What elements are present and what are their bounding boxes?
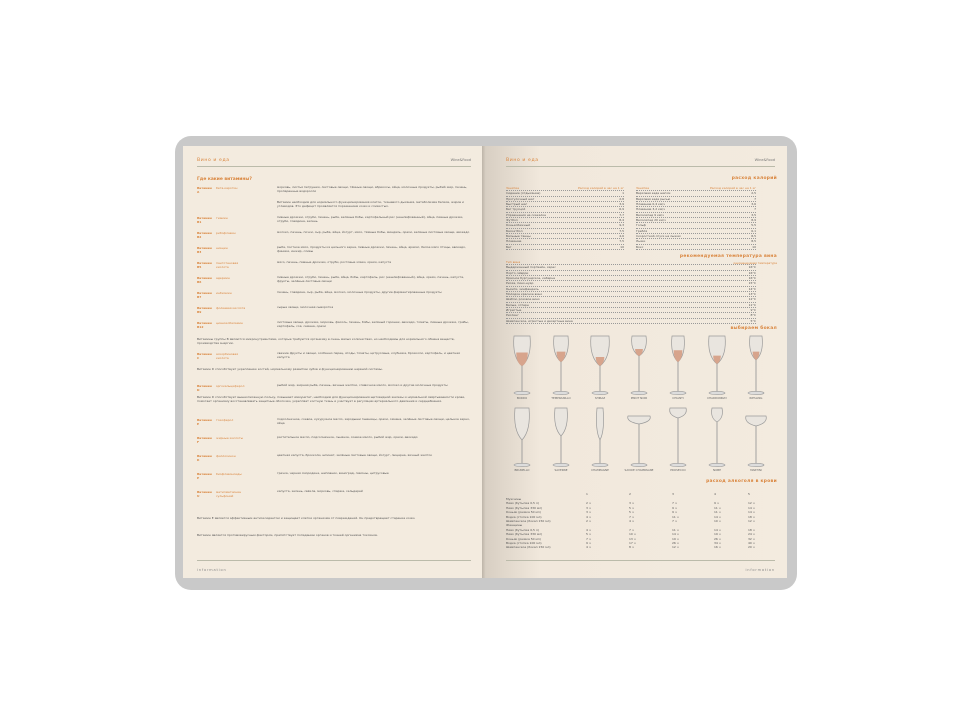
glass-bowl: [712, 408, 723, 422]
table-cell: Порто, Шерри: [506, 270, 529, 275]
wine-glass-nobe: [699, 404, 735, 470]
alcohol-value: 4 ч: [586, 514, 591, 519]
table-cell: Кьянти, зинфандель: [506, 286, 539, 291]
alcohol-drink: Шампанское (бокал 150 мл): [506, 545, 551, 550]
table-row: [636, 245, 756, 250]
glass-base: [670, 463, 686, 466]
table-cell: 9,3: [619, 223, 624, 228]
alcohol-value: 7 ч: [672, 519, 677, 523]
table-cell: 3,5: [751, 212, 756, 217]
alcohol-value: 18 ч: [748, 527, 755, 532]
wine-glass-bordo: [504, 332, 540, 398]
table-cell: Велосипед 9 км/ч: [636, 212, 664, 217]
alcohol-value: 4 ч: [586, 527, 591, 532]
vitamin-text: пивные дрожжи, отруби, печень, рыба, зелёные бобы, картофельный рис (нешлифованный), яйца, пивные дрожжи, отруби, говядина, зелень: [277, 215, 464, 223]
table-row: [506, 245, 624, 250]
table-cell: Гребля: [636, 228, 648, 233]
glass-label: RIESLING: [749, 396, 763, 400]
table-cell: 4,6: [619, 234, 624, 239]
right-header-rule: [506, 166, 775, 167]
vitamin-name: Витамин B5: [197, 261, 212, 269]
wine-fill: [713, 356, 721, 364]
glass-label: TEMPRANILLO: [551, 396, 571, 400]
alcohol-col-header: 2: [629, 492, 631, 496]
wine-fill: [674, 350, 683, 362]
table-cell: Бальные танцы: [506, 234, 531, 239]
vitamin-source: метилметионин сульфоний: [216, 490, 242, 498]
glass-bowl: [670, 408, 687, 418]
alcohol-value: 2 ч: [586, 501, 591, 506]
vitamin-text: молоко, печень, почки, сыр, рыба, яйца, йогурт, мясо, тёмные бобы, миндаль, орехи, зелёные листовые овощи, авокадо: [277, 230, 470, 234]
alcohol-value: 9 ч: [586, 541, 591, 545]
right-header-right: Wine&Food: [754, 158, 775, 162]
vitamin-name: Витамин Е: [197, 418, 212, 426]
wine-glass-champagne: [582, 404, 618, 470]
vitamin-source: рибофлавин: [216, 231, 236, 235]
vitamin-text: рыбий жир, жирная рыба, печень, яичные желтки, сливочное масло, молоко и другие молочные продукты: [277, 383, 448, 387]
table-cell: 7: [754, 207, 756, 212]
alcohol-value: 14 ч: [748, 510, 755, 515]
right-header-title: Вино и еда: [506, 158, 539, 163]
alcohol-value: 5 ч: [629, 510, 634, 515]
temperature-title: рекомендуемая температура вина: [679, 254, 777, 259]
vitamin-source: филлохинон: [216, 454, 236, 458]
alcohol-value: 11 ч: [714, 505, 721, 510]
alcohol-value: 10 ч: [714, 519, 721, 523]
alcohol-value: 7 ч: [672, 501, 677, 506]
table-cell: 10: [752, 244, 756, 249]
table-cell: Игристые: [506, 308, 522, 313]
vitamin-source: адермин: [216, 276, 230, 280]
vitamin-name: Витамин А: [197, 186, 212, 194]
table-cell: 8,9: [751, 218, 756, 223]
alcohol-value: 11 ч: [714, 510, 721, 515]
vitamin-text: Витамин необходим для нормального функционирования клеток, тканевого дыхания, метаболизма белков, жиров и углеводов. Это дефицит проявляется поражением кожи и слизистых.: [277, 200, 464, 208]
table-cell: Плавание: [506, 239, 522, 244]
table-cell: 7: [754, 196, 756, 201]
temperature-table: [506, 260, 756, 324]
table-cell: Баскетбол: [506, 228, 523, 233]
table-cell: 13°С: [748, 292, 756, 297]
alcohol-value: 3 ч: [586, 510, 591, 515]
table-cell: Риоха, пино-нуар: [506, 281, 534, 286]
table-cell: 15°С: [748, 281, 756, 286]
vitamin-name: Витамин F: [197, 436, 212, 444]
table-cell: Лыжи: [636, 239, 646, 244]
alcohol-drink: Пиво (бутылка 330 мл): [506, 532, 543, 537]
alcohol-value: 7 ч: [629, 514, 634, 519]
glass-base: [592, 463, 608, 466]
table-cell: 3,6: [751, 202, 756, 207]
right-footer: information: [745, 568, 775, 572]
table-cell: Упражнения на скакалке: [506, 212, 546, 217]
glass-label: SHIRAZ: [594, 396, 606, 400]
glass-bowl: [596, 408, 603, 440]
calories-table-left: [506, 186, 624, 250]
vitamin-name: Витамин D: [197, 384, 212, 392]
alcohol-drink: Коньяк (рюмка 50 мл): [506, 510, 541, 515]
table-cell: Плавание 0,4 км/ч: [636, 202, 665, 207]
alcohol-value: 10 ч: [629, 532, 636, 537]
vitamin-text: морковь, листья петрушки, листовые овощи, тёмные овощи, абрикосы, яйца, молочные продукты, рыбий жир, печень, пропаренные водоросли: [277, 185, 468, 193]
table-cell: 16°С: [748, 270, 756, 275]
table-header-cell: Расход калорий в час на 1 кг: [577, 186, 624, 190]
vitamin-text: рыба, постное мясо, продукты из цельного зерна, пивные дрожжи, печень, яйца, арахис, белое мясо птицы, авокадо, финики, инжир, сливы: [277, 245, 466, 253]
vitamin-e-paragraph: Витамин Е является эффективным антиоксидантом и защищает клетки организма от повреждений. Он предотвращает старение кожи.: [197, 516, 416, 520]
alcohol-drink: Пиво (бутылка 0,5 л): [506, 527, 540, 532]
vitamin-text: листовые овощи, дрожжи, морковь, фасоль, печень, бобы, зелёный горошек, авокадо, томаты, пивные дрожжи, грибы, картофель, соя, семена, орехи: [277, 320, 469, 328]
alcohol-value: 14 ч: [672, 532, 679, 537]
glass-label: CHAMPAGNE: [591, 468, 609, 472]
table-cell: 10: [620, 244, 624, 249]
table-header-cell: Занятие: [506, 186, 520, 190]
glass-base: [748, 463, 764, 466]
alcohol-group-title: Женщины: [506, 523, 523, 528]
glass-base: [553, 463, 569, 466]
table-cell: 8°С: [750, 313, 756, 318]
glass-bowl: [515, 408, 530, 440]
table-header-cell: Расход калорий в час на 1 кг: [709, 186, 756, 190]
table-cell: 5,5: [751, 223, 756, 228]
alcohol-value: 7 ч: [586, 536, 591, 541]
vitamin-source: инбиомин: [216, 291, 232, 295]
table-cell: Молодое красное вино: [506, 292, 543, 297]
table-cell: 2,5: [751, 191, 756, 196]
alcohol-value: 7 ч: [629, 527, 634, 532]
table-cell: Сидение (отдыхание): [506, 191, 541, 196]
table-cell: 6,9: [619, 207, 624, 212]
alcohol-drink: Шампанское (бокал 150 мл): [506, 519, 551, 523]
table-cell: Тип вина: [506, 260, 521, 264]
table-cell: Белые, сотерн: [506, 302, 529, 307]
alcohol-value: 34 ч: [714, 541, 721, 545]
alcohol-value: 11 ч: [672, 527, 679, 532]
table-cell: Красное бургундское, каберне: [506, 276, 556, 281]
table-cell: Рислинг: [506, 313, 519, 318]
table-cell: Велосипед 20 км/ч: [636, 218, 666, 223]
glass-base: [592, 391, 608, 394]
wine-fill: [753, 352, 760, 360]
table-cell: 8,5: [751, 234, 756, 239]
table-cell: Скоростной спуск на лыжах: [636, 234, 681, 239]
glass-bowl: [555, 408, 568, 436]
glass-label: PINOT NOIR: [630, 396, 648, 400]
vitamin-name: Витамин P: [197, 472, 212, 480]
alcohol-value: 16 ч: [714, 545, 721, 550]
alcohol-value: 9 ч: [714, 501, 719, 506]
vitamin-text: гречка, черная смородина, шиповник, виноград, лимоны, цитрусовые: [277, 471, 389, 475]
wine-glass-tempranillo: [543, 332, 579, 398]
alcohol-value: 5 ч: [586, 532, 591, 537]
glass-base: [631, 463, 647, 466]
vitamin-source: фолиевая кислота: [216, 306, 246, 310]
vitamin-name: Витамин U: [197, 490, 212, 498]
wine-glass-riesling: [738, 332, 774, 398]
alcohol-group-title: Мужчины: [506, 497, 522, 501]
alcohol-col-header: 1: [586, 492, 588, 496]
table-cell: Бокс: [636, 244, 644, 249]
glass-base: [553, 391, 569, 394]
alcohol-value: 3 ч: [629, 501, 634, 506]
vitamin-name: Витамин B2: [197, 231, 212, 239]
vitamin-source: аскорбиновая кислота: [216, 352, 239, 360]
vitamin-source: бета-каротин: [216, 186, 238, 190]
alcohol-value: 4 ч: [586, 545, 591, 550]
table-cell: 16°С: [748, 276, 756, 281]
table-cell: 7,5: [619, 228, 624, 233]
table-cell: 1: [622, 191, 624, 196]
table-cell: 6,1: [751, 228, 756, 233]
alcohol-value: 11 ч: [672, 514, 679, 519]
alcohol-value: 3 ч: [586, 505, 591, 510]
wine-glass-pinot-noir: [621, 332, 657, 398]
alcohol-drink: Коньяк (рюмка 50 мл): [506, 536, 541, 541]
glass-label: BRUNELLO: [514, 468, 530, 472]
vitamin-source: ниацин: [216, 246, 228, 250]
calories-title: расход калорий: [731, 176, 777, 181]
alcohol-value: 12 ч: [748, 519, 755, 523]
vitamin-name: Витамин С: [197, 352, 212, 360]
alcohol-value: 19 ч: [672, 536, 679, 541]
alcohol-value: 9 ч: [672, 505, 677, 510]
table-cell: Шампанское, игристые и десертные вина: [506, 318, 573, 323]
alcohol-value: 9 ч: [672, 510, 677, 515]
alcohol-value: 26 ч: [672, 541, 679, 545]
vitamin-d-paragraph-2: Витамин D способствует вышеописанную пользу, повышает иммунитет, необходим для функционирования щитовидной железы и нормальной свёртываемости крови, помогает организму восстанавливать защитные оболочки, укрепляет костную ткань и участвует в регуляции артериального давления и сердцебиения.: [197, 395, 466, 403]
vitamin-source: токоферол: [216, 418, 234, 422]
vitamin-source: биофлавоноиды: [216, 472, 242, 476]
glass-label: BORDO: [516, 396, 528, 400]
table-cell: Конькобежный: [506, 223, 531, 228]
alcohol-value: 20 ч: [748, 545, 755, 550]
glass-base: [670, 391, 686, 394]
wine-glass-shiraz: [582, 332, 618, 398]
alcohol-value: 40 ч: [748, 541, 755, 545]
alcohol-drink: Пиво (бутылка 330 мл): [506, 505, 543, 510]
table-cell: 8,5: [751, 239, 756, 244]
alcohol-value: 26 ч: [714, 536, 721, 541]
table-cell: 7,7: [619, 212, 624, 217]
vitamin-source: эргокальциферол: [216, 384, 245, 388]
alcohol-value: 32 ч: [748, 536, 755, 541]
table-cell: 2,8: [619, 196, 624, 201]
left-footer-rule: [197, 560, 471, 561]
table-cell: 12°С: [748, 297, 756, 302]
alcohol-value: 5 ч: [629, 505, 634, 510]
vitamins-title: Где какие витамины?: [197, 177, 252, 182]
alcohol-value: 4 ч: [629, 519, 634, 523]
alcohol-col-header: 5: [748, 492, 750, 496]
vitamin-name: Витамин B12: [197, 321, 212, 329]
table-cell: 8,4: [619, 218, 624, 223]
temperature-subtitle: рекомендуемая температура: [733, 261, 777, 265]
vitamin-text: цветная капуста, брокколи, шпинат, зелёные листовые овощи, йогурт, люцерна, яичный желток: [277, 453, 433, 457]
vitamin-text: пивные дрожжи, отруби, печень, рыба, яйца, бобы, картофель, рис (нешлифованный), яйца, орехи, печень, капуста, фрукты, зелёные листовые овощи: [277, 275, 465, 283]
alcohol-value: 17 ч: [629, 541, 636, 545]
wine-glass-saverne: [543, 404, 579, 470]
alcohol-title: расход алкоголя в крови: [706, 479, 777, 484]
alcohol-drink: Водка (стопка 100 мл): [506, 514, 542, 519]
wine-glass-martini: [738, 404, 774, 470]
vitamin-name: Витамин К: [197, 454, 212, 462]
alcohol-value: 12 ч: [748, 501, 755, 506]
glass-base: [709, 463, 725, 466]
vitamin-name: Витамин B6: [197, 276, 212, 284]
table-cell: Шабли, розовое вино: [506, 297, 540, 302]
calories-table-right: [636, 186, 756, 250]
right-footer-rule: [506, 560, 775, 561]
right-page: [486, 146, 787, 578]
left-footer: information: [197, 568, 227, 572]
glass-label: NOBE: [713, 468, 721, 472]
vitamin-name: Витамин B1: [197, 216, 212, 224]
alcohol-value: 12 ч: [672, 545, 679, 550]
table-cell: Верховая езда шагом: [636, 191, 671, 196]
alcohol-value: 14 ч: [748, 505, 755, 510]
table-header-cell: Занятие: [636, 186, 650, 190]
left-header-title: Вино и еда: [197, 158, 230, 163]
vitamin-text: сырые овощи, молочная сыворотка: [277, 305, 334, 309]
alcohol-value: 14 ч: [714, 527, 721, 532]
glass-bowl: [628, 416, 651, 424]
table-cell: Быстрый шаг: [506, 202, 528, 207]
wine-glass-brunello: [504, 404, 540, 470]
wine-fill: [635, 349, 643, 356]
vitamin-text: подсолнечное, соевое, кукурузное масло, зародыши пшеницы, орехи, семена, зелёные листовые овощи, цельное зерно, яйца: [277, 417, 470, 425]
table-cell: 5°С: [750, 318, 756, 323]
table-cell: 16°С: [748, 265, 756, 270]
left-header-rule: [197, 166, 471, 167]
glass-label: SAVERNE: [554, 468, 568, 472]
table-cell: 9°С: [750, 308, 756, 313]
vitamin-text: растительное масло, подсолнечное, льняное, соевое масло, рыбий жир, орехи, авокадо: [277, 435, 418, 439]
vitamin-u-paragraph: Витамин является противовирусным фактором, препятствует попаданию органов и тканей организма токсинов.: [197, 533, 378, 537]
left-header-right: Wine&Food: [450, 158, 471, 162]
vitamin-text: мясо, печень, пивные дрожжи, отруби, ростовые злаки, орехи, капуста: [277, 260, 392, 264]
glasses-title: выбираем бокал: [730, 326, 777, 331]
alcohol-drink: Водка (стопка 100 мл): [506, 541, 542, 545]
alcohol-col-header: 3: [672, 492, 674, 496]
vitamin-source: тиамин: [216, 216, 228, 220]
table-cell: 11°С: [748, 302, 756, 307]
vitamin-d-paragraph: Витамин D способствует укреплению костей, нормальному развитию зубов и функционированию нервной системы.: [197, 367, 383, 371]
table-cell: 7,5: [619, 239, 624, 244]
wine-glass-savoie-champagne: [621, 404, 657, 470]
wine-glass-chardonnay: [699, 332, 735, 398]
table-cell: Гольф: [636, 223, 646, 228]
alcohol-drink: Пиво (бутылка 0,5 л): [506, 501, 540, 506]
glass-base: [631, 391, 647, 394]
glass-label: SAVOIE CHAMPAGNE: [624, 468, 654, 472]
wine-fill: [516, 353, 528, 367]
table-cell: Бег трусцой: [506, 207, 526, 212]
alcohol-value: 8 ч: [629, 545, 634, 550]
glass-base: [514, 391, 530, 394]
vitamin-name: Витамин B9: [197, 306, 212, 314]
vitamin-text: свежие фрукты и овощи, особенно перец, ягоды, томаты, цитрусовые, клубника, брокколи, картофель, и цветная капуста: [277, 351, 460, 359]
glass-base: [748, 391, 764, 394]
alcohol-col-header: 4: [714, 492, 716, 496]
table-cell: 3,9: [619, 202, 624, 207]
wine-glass-prosecco: [660, 404, 696, 470]
glass-label: MARTINI: [750, 468, 762, 472]
table-cell: 14°С: [748, 286, 756, 291]
table-row: [506, 319, 756, 324]
glass-label: PROSECCO: [670, 468, 686, 472]
vitamin-source: жирные кислоты: [216, 436, 243, 440]
wine-fill: [596, 357, 605, 366]
table-cell: Бег: [506, 244, 512, 249]
vitamin-source: цианокобаламин: [216, 321, 243, 325]
vitamins-b-paragraph: Витамины группы B являются микронутриентами, которые требуются организму в очень малых количествах, но необходимы для нормального обмена веществ, производства энергии.: [197, 337, 455, 345]
vitamin-source: пантотеновая кислота: [216, 261, 239, 269]
wine-fill: [557, 352, 566, 362]
alcohol-value: 18 ч: [748, 514, 755, 519]
alcohol-value: 14 ч: [714, 514, 721, 519]
vitamin-text: печень, говядина, сыр, рыба, яйца, молоко, молочные продукты, другие ферментированные продукты: [277, 290, 442, 294]
vitamin-name: Витамин B3: [197, 246, 212, 254]
vitamin-name: Витамин B7: [197, 291, 212, 299]
table-cell: Прогулочный шаг: [506, 196, 535, 201]
table-cell: Выдержанный портвейн, херес: [506, 265, 556, 270]
vitamin-text: капуста, зелень, свёкла, морковь, спаржа, сельдерей: [277, 489, 363, 493]
wine-glass-chianti: [660, 332, 696, 398]
left-page: [183, 146, 483, 578]
glass-label: CHARDONNAY: [707, 396, 727, 400]
alcohol-value: 19 ч: [714, 532, 721, 537]
alcohol-value: 13 ч: [629, 536, 636, 541]
glass-base: [514, 463, 530, 466]
glass-label: CHIANTI: [672, 396, 684, 400]
alcohol-value: 24 ч: [748, 532, 755, 537]
table-cell: Плавание 3,2 км/ч: [636, 207, 665, 212]
glass-bowl: [746, 416, 767, 426]
glass-base: [709, 391, 725, 394]
table-cell: Футбол: [506, 218, 518, 223]
alcohol-value: 2 ч: [586, 519, 591, 523]
table-cell: Верховая езда рысью: [636, 196, 671, 201]
